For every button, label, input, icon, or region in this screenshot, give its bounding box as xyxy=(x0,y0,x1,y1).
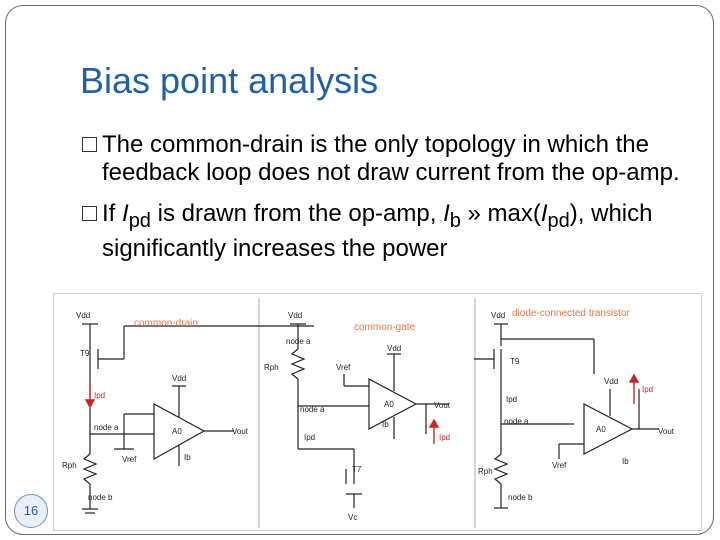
label-node-b: node b xyxy=(88,493,113,502)
label-vout: Vout xyxy=(434,401,451,410)
circuit-diagrams xyxy=(54,294,703,532)
label-vdd: Vdd xyxy=(172,374,187,383)
label-vref: Vref xyxy=(336,363,351,372)
label-ib: Ib xyxy=(382,420,389,429)
label-node-a: node a xyxy=(504,417,529,426)
label-rph: Rph xyxy=(478,467,493,476)
label-vc: Vc xyxy=(348,513,358,522)
page-number-badge: 16 xyxy=(14,494,48,528)
bullet-text: If $I_{pd}$ is drawn from the op-amp, $I_b$ » $\max(I_{pd})$, which significantly increases the power xyxy=(102,200,653,262)
label-vdd: Vdd xyxy=(604,377,619,386)
slide-title: Bias point analysis xyxy=(80,60,379,101)
bullet-box-icon xyxy=(82,206,97,221)
label-node-b: node b xyxy=(508,493,533,502)
label-vout: Vout xyxy=(232,427,249,436)
bullet-text: The common-drain is the only topology in which the feedback loop does not draw current from the op-amp. xyxy=(102,131,680,186)
label-vout: Vout xyxy=(658,427,675,436)
label-vdd: Vdd xyxy=(76,311,91,320)
circuit-figure xyxy=(53,293,702,531)
bullet-box-icon xyxy=(82,137,97,152)
label-vref: Vref xyxy=(122,455,137,464)
label-ipd: Ipd xyxy=(439,433,451,442)
label-vdd: Vdd xyxy=(491,311,506,320)
label-t9: T9 xyxy=(510,357,520,366)
bullet-list xyxy=(82,131,682,276)
label-ib: Ib xyxy=(184,453,191,462)
label-a0: A0 xyxy=(172,427,182,436)
label-t7: T7 xyxy=(352,465,362,474)
bullet-item xyxy=(82,131,682,187)
panel-title-common-gate: common-gate xyxy=(354,322,416,333)
label-vdd: Vdd xyxy=(387,344,402,353)
label-node-a: node a xyxy=(94,423,119,432)
label-ipd: Ipd xyxy=(506,395,518,404)
label-ipd: Ipd xyxy=(94,391,106,400)
label-node-a: node a xyxy=(286,337,311,346)
bullet-item xyxy=(82,200,682,263)
panel-title-diode-connected: diode-connected transistor xyxy=(512,308,630,319)
label-a0: A0 xyxy=(384,400,394,409)
label-ib: Ib xyxy=(622,457,629,466)
label-rph: Rph xyxy=(62,461,77,470)
label-node-a: node a xyxy=(300,405,325,414)
label-t9: T9 xyxy=(80,349,90,358)
label-vdd: Vdd xyxy=(288,311,303,320)
label-vref: Vref xyxy=(552,461,567,470)
label-rph: Rph xyxy=(264,363,279,372)
label-ipd: Ipd xyxy=(304,433,316,442)
label-a0: A0 xyxy=(596,425,606,434)
label-ipd: Ipd xyxy=(642,385,654,394)
panel-title-common-drain: common-drain xyxy=(134,318,198,329)
